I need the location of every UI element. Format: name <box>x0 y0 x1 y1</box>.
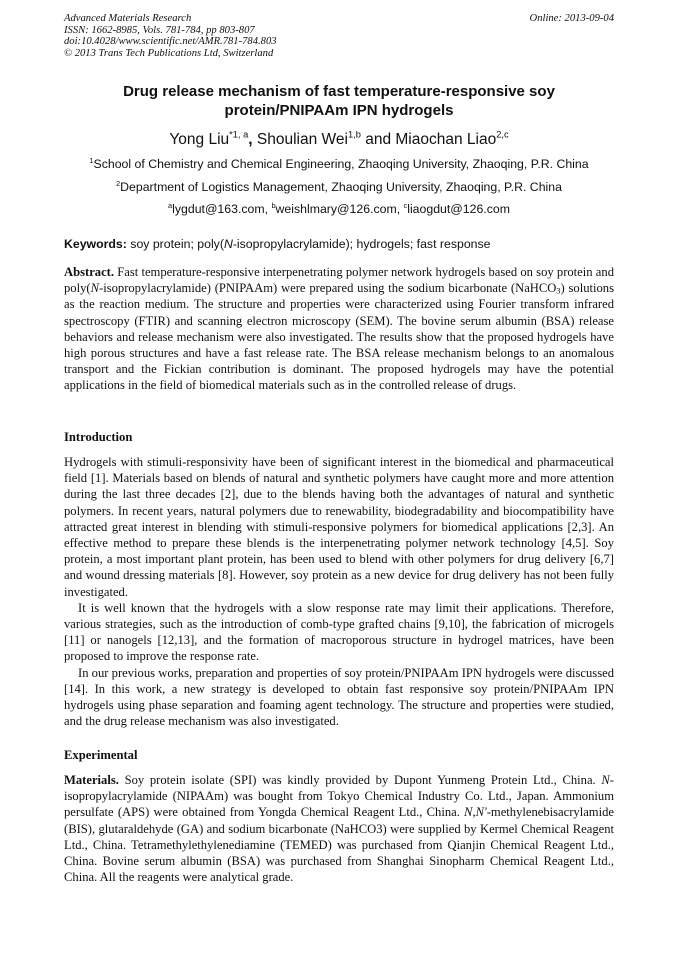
email-link[interactable]: liaogdut@126.com <box>407 202 510 216</box>
paper-title <box>64 82 614 120</box>
online-date: Online: 2013-09-04 <box>529 13 614 24</box>
keywords-italic: N <box>223 237 233 251</box>
intro-paragraph-1: Hydrogels with stimuli-responsivity have been of significant interest in the biomedical and pharmaceutical field [1]. Materials based on blends of natural and synthetic polymers have caught more and more attention during the last three decades [2], due to the blends having both the advantages of natural and synthetic polymers. In recent years, natural polymers due to renewability, biodegradability and biocompatibility have attracted great interest in blending with stimuli-responsive polymers for biomedical applications [2,3]. An effective method to prepare these blends is the interpenetrating polymer network technology [4,5]. Soy protein, a most important plant protein, has been used to blend with other polymers for drug delivery [6,7] and wound dressing materials [8]. However, soy protein as a new device for drug delivery has not been fully investigated. <box>64 455 614 599</box>
affiliation-text: Department of Logistics Management, Zhaoqing University, Zhaoqing, P.R. China <box>120 180 562 194</box>
materials-text: -methylenebisacrylamide (BIS), glutaraldehyde (GA) and sodium bicarbonate (NaHCO3) were supplied by Kermel Chemical Reagent Ltd., China. Tetramethylethylenediamine (TEMED) was purchased from Qianjin Chemical Reagent Ltd., China. Bovine serum albumin (BSA) was purchased from Shanghai Sinopharm Chemical Reagent Ltd., China. All the reagents were analytical grade. <box>64 805 614 885</box>
introduction-heading: Introduction <box>64 430 133 444</box>
intro-paragraph-3: In our previous works, preparation and properties of soy protein/PNIPAAm IPN hydrogels were discussed [14]. In this work, a new strategy is developed to obtain fast responsive soy protein/PNIPAAm IPN hydrogels using phase separation and foaming agent technology. The structure and properties were studied, and the drug release mechanism was also investigated. <box>64 665 614 729</box>
experimental-heading: Experimental <box>64 748 138 762</box>
email-link[interactable]: weishlmary@126.com, <box>275 202 404 216</box>
author-list <box>64 130 614 150</box>
author-sup: 2,c <box>496 129 509 140</box>
author-separator: , <box>248 131 257 148</box>
journal-header <box>64 13 277 59</box>
doi-line: doi:10.4028/www.scientific.net/AMR.781-784.803 <box>64 36 277 47</box>
email-list <box>64 201 614 217</box>
issn-line: ISSN: 1662-8985, Vols. 781-784, pp 803-807 <box>64 24 255 36</box>
materials-label: Materials. <box>64 773 119 787</box>
materials-italic: N,N' <box>464 805 487 820</box>
abstract-text: Fast temperature-responsive interpenetrating polymer network hydrogels based on soy protein and poly( <box>64 265 614 296</box>
affiliation-sup: 1 <box>89 155 94 165</box>
abstract-sub: 3 <box>556 286 561 296</box>
email-link[interactable]: lygdut@163.com, <box>172 202 272 216</box>
author-name: Yong Liu <box>169 131 230 148</box>
materials-paragraph <box>64 772 614 885</box>
email-sup: b <box>271 200 276 210</box>
author-sup: 1,b <box>347 129 361 140</box>
affiliation-2 <box>64 179 614 195</box>
keywords-text: -isopropylacrylamide); hydrogels; fast response <box>232 237 491 251</box>
abstract-text: -isopropylacrylamide) (PNIPAAm) were prepared using the sodium bicarbonate (NaHCO <box>99 281 557 296</box>
author-name: Miaochan Liao <box>395 131 497 148</box>
materials-text: Soy protein isolate (SPI) was kindly provided by Dupont Yunmeng Protein Ltd., China. <box>118 773 602 787</box>
author-name: Shoulian Wei <box>256 131 348 148</box>
abstract-text: ) solutions as the reaction medium. The structure and properties were characterized using Fourier transform infrared spectroscopy (FTIR) and scanning electron microscopy (SEM). The bovine serum albumin (BSA) release behaviors and release mechanism were also investigated. The results show that the proposed hydrogels have high porous structures and have a fast release rate. The BSA release mechanism belongs to an anomalous transport and the Fickian contribution is dominant. The proposed hydrogels may have the potential applications in the field of biomedical materials such as in the controlled release of drugs. <box>64 281 614 393</box>
title-line-2: protein/PNIPAAm IPN hydrogels <box>224 102 454 119</box>
keywords-text: soy protein; poly( <box>126 237 224 251</box>
materials-italic: N <box>601 773 610 787</box>
journal-name: Advanced Materials Research <box>64 13 192 24</box>
email-sup: c <box>403 200 408 210</box>
introduction-body <box>64 454 614 729</box>
title-line-1: Drug release mechanism of fast temperature-responsive soy <box>123 83 555 100</box>
author-separator: and <box>360 131 396 148</box>
abstract <box>64 264 614 394</box>
abstract-italic: N <box>90 281 99 296</box>
materials-text: -isopropylacrylamide (NIPAAm) was bought from Tokyo Chemical Industry Co. Ltd., Japan. Ammonium persulfate (APS) were obtained from Yongda Chemical Reagent Ltd., China. <box>64 773 614 820</box>
affiliation-sup: 2 <box>116 178 121 188</box>
affiliation-1 <box>64 156 614 172</box>
author-sup: *1, a <box>229 129 249 140</box>
keywords-label: Keywords: <box>64 237 127 251</box>
copyright-line: © 2013 Trans Tech Publications Ltd, Switzerland <box>64 47 274 59</box>
abstract-label: Abstract. <box>64 265 115 279</box>
keywords <box>64 236 614 252</box>
affiliation-text: School of Chemistry and Chemical Engineering, Zhaoqing University, Zhaoqing, P.R. China <box>93 157 589 171</box>
email-sup: a <box>168 200 173 210</box>
intro-paragraph-2: It is well known that the hydrogels with a slow response rate may limit their applications. Therefore, various strategies, such as the introduction of comb-type grafted chains [9,10], the fabrication of microgels [11] or nanogels [12,13], and the formation of macroporous structure in hydrogel matrices, have been proposed to improve the response rate. <box>64 600 614 664</box>
